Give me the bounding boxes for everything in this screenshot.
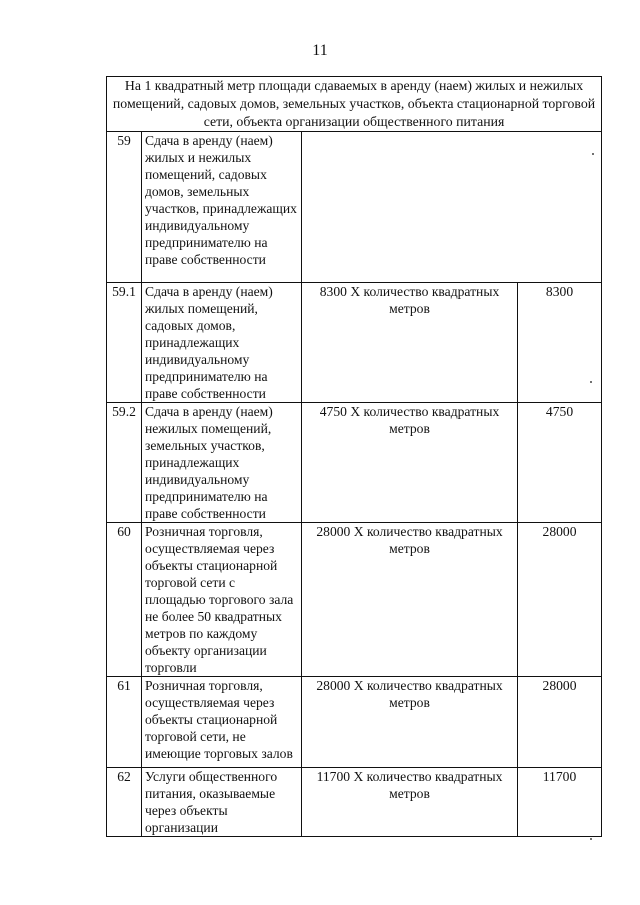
- row-description: Услуги общественного питания, оказываемые через объекты организации: [142, 768, 302, 837]
- table-row: [107, 403, 602, 523]
- row-formula: 28000 X количество квадратных метров: [302, 523, 518, 677]
- section-header: На 1 квадратный метр площади сдаваемых в аренду (наем) жилых и нежилых помещений, садовых домов, земельных участков, объекта стационарной торговой сети, объекта организации общественного питания: [107, 77, 602, 132]
- row-number: 61: [107, 677, 142, 768]
- row-formula: [302, 132, 602, 283]
- row-number: 60: [107, 523, 142, 677]
- table-row: [107, 677, 602, 768]
- row-formula: 8300 X количество квадратных метров: [302, 283, 518, 403]
- row-description: Сдача в аренду (наем) нежилых помещений, земельных участков, принадлежащих индивидуальному предпринимателю на праве собственности: [142, 403, 302, 523]
- row-description: Сдача в аренду (наем) жилых и нежилых помещений, садовых домов, земельных участков, принадлежащих индивидуальному предпринимателю на праве собственности: [142, 132, 302, 283]
- row-amount: 11700: [518, 768, 602, 837]
- row-formula: 11700 X количество квадратных метров: [302, 768, 518, 837]
- row-number: 62: [107, 768, 142, 837]
- row-number: 59.1: [107, 283, 142, 403]
- scan-speck: [590, 381, 592, 383]
- table-row: [107, 523, 602, 677]
- row-amount: 8300: [518, 283, 602, 403]
- row-description: Розничная торговля, осуществляемая через объекты стационарной торговой сети с площадью торгового зала не более 50 квадратных метров по каждому объекту организации торговли: [142, 523, 302, 677]
- page-number: 11: [312, 42, 328, 59]
- row-amount: 4750: [518, 403, 602, 523]
- row-formula: 28000 X количество квадратных метров: [302, 677, 518, 768]
- row-formula: 4750 X количество квадратных метров: [302, 403, 518, 523]
- row-amount: 28000: [518, 523, 602, 677]
- table-row: [107, 768, 602, 837]
- row-description: Розничная торговля, осуществляемая через объекты стационарной торговой сети, не имеющие торговых залов: [142, 677, 302, 768]
- table-row: [107, 132, 602, 283]
- table-row: [107, 283, 602, 403]
- scan-speck: [590, 838, 592, 840]
- tariff-table: [106, 76, 602, 837]
- row-amount: 28000: [518, 677, 602, 768]
- table-section-header-row: [107, 77, 602, 132]
- row-number: 59: [107, 132, 142, 283]
- scan-speck: [592, 153, 594, 155]
- row-number: 59.2: [107, 403, 142, 523]
- row-description: Сдача в аренду (наем) жилых помещений, садовых домов, принадлежащих индивидуальному предпринимателю на праве собственности: [142, 283, 302, 403]
